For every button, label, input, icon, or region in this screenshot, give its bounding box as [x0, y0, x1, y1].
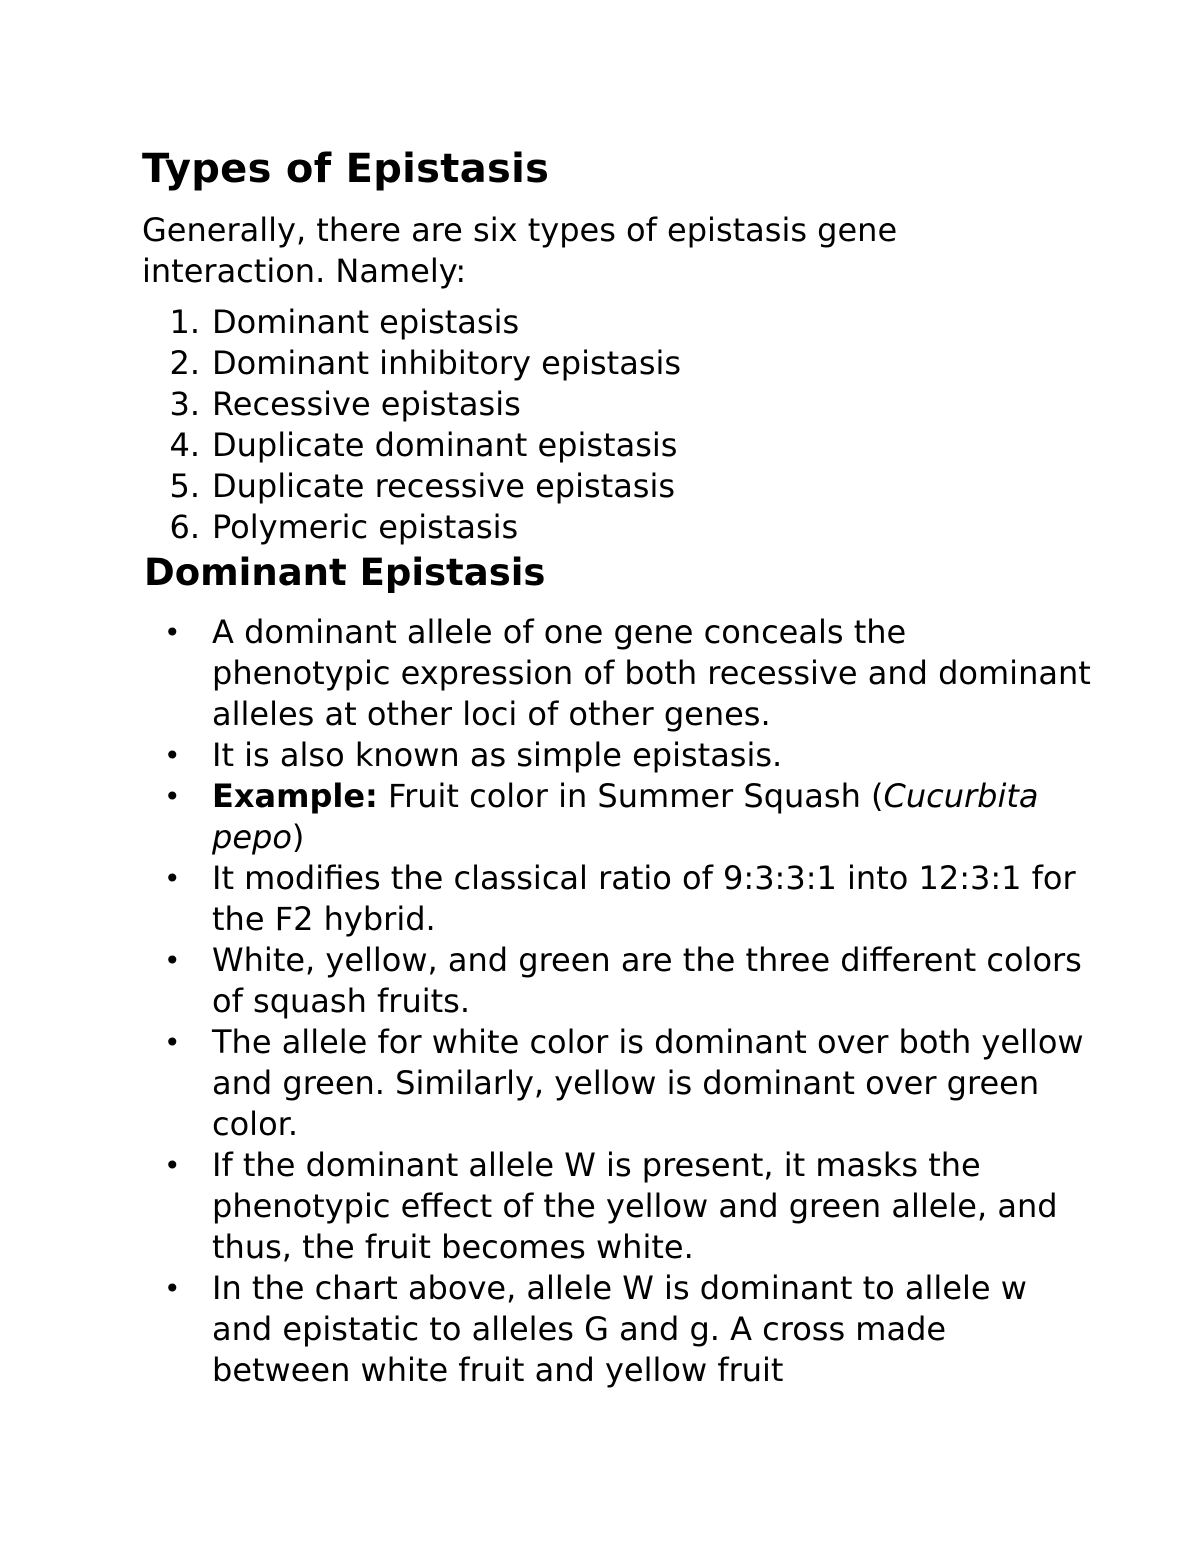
epistasis-types-list — [142, 302, 1102, 548]
list-item-text: Duplicate recessive epistasis — [212, 467, 676, 505]
bullet-icon: • — [164, 944, 181, 977]
list-number: 2. — [169, 344, 200, 382]
bullet-item — [142, 776, 1092, 858]
list-number: 3. — [169, 385, 200, 423]
bullet-item — [142, 735, 1092, 776]
bullet-icon: • — [164, 780, 181, 813]
bullet-icon: • — [164, 616, 181, 649]
bullet-text: If the dominant allele W is present, it masks the phenotypic effect of the yellow and green allele, and thus, the fruit becomes white. — [212, 1146, 1058, 1266]
list-item-text: Duplicate dominant epistasis — [212, 426, 678, 464]
bullet-text: It is also known as simple epistasis. — [212, 736, 783, 774]
bullet-text-close: ) — [291, 818, 305, 856]
list-item-text: Recessive epistasis — [212, 385, 521, 423]
bullet-icon: • — [164, 1149, 181, 1182]
list-item — [142, 425, 1102, 466]
bullet-item — [142, 612, 1092, 735]
bullet-text: It modifies the classical ratio of 9:3:3:1 into 12:3:1 for the F2 hybrid. — [212, 859, 1076, 938]
document-content — [142, 140, 1102, 1391]
bullet-item — [142, 1268, 1092, 1391]
list-number: 6. — [169, 508, 200, 546]
list-item — [142, 343, 1102, 384]
bullet-icon: • — [164, 862, 181, 895]
list-item — [142, 466, 1102, 507]
page-title: Types of Epistasis — [142, 146, 550, 192]
bullet-item — [142, 940, 1092, 1022]
bullet-text: A dominant allele of one gene conceals the phenotypic expression of both recessive and dominant alleles at other loci of other genes. — [212, 613, 1091, 733]
list-item-text: Dominant epistasis — [212, 303, 520, 341]
bullet-text: Fruit color in Summer Squash ( — [377, 777, 884, 815]
bullet-item — [142, 1145, 1092, 1268]
species-name: Cucurbita pepo — [212, 777, 1039, 856]
list-number: 5. — [169, 467, 200, 505]
bullet-icon: • — [164, 1026, 181, 1059]
list-number: 4. — [169, 426, 200, 464]
dominant-epistasis-points — [142, 612, 1102, 1391]
bullet-item — [142, 1022, 1092, 1145]
bullet-icon: • — [164, 739, 181, 772]
bullet-text: In the chart above, allele W is dominant to allele w and epistatic to alleles G and g. A cross made between white fruit and yellow fruit — [212, 1269, 1027, 1389]
bullet-icon: • — [164, 1272, 181, 1305]
list-number: 1. — [169, 303, 200, 341]
list-item — [142, 302, 1102, 343]
bullet-text: The allele for white color is dominant over both yellow and green. Similarly, yellow is dominant over green color. — [212, 1023, 1084, 1143]
intro-paragraph: Generally, there are six types of epistasis gene interaction. Namely: — [142, 211, 898, 290]
list-item-text: Polymeric epistasis — [212, 508, 519, 546]
example-label: Example: — [212, 777, 378, 815]
list-item — [142, 507, 1102, 548]
bullet-item — [142, 858, 1092, 940]
list-item — [142, 384, 1102, 425]
bullet-text: White, yellow, and green are the three different colors of squash fruits. — [212, 941, 1082, 1020]
section-heading: Dominant Epistasis — [144, 551, 546, 594]
list-item-text: Dominant inhibitory epistasis — [212, 344, 682, 382]
